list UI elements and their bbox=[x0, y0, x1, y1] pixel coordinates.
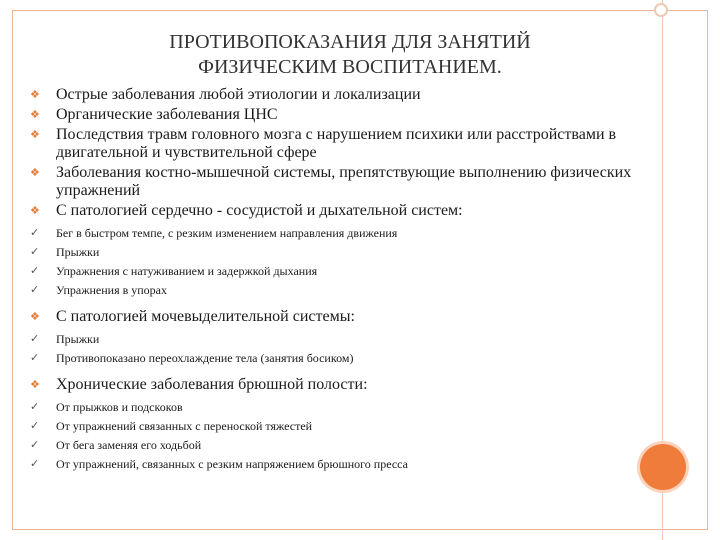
sub-list-item bbox=[26, 332, 646, 347]
contraindications-list bbox=[26, 86, 646, 476]
slide-title-line-1: ПРОТИВОПОКАЗАНИЯ ДЛЯ ЗАНЯТИЙ bbox=[169, 31, 531, 53]
sub-list-item bbox=[26, 283, 646, 298]
sub-list-item bbox=[26, 264, 646, 279]
checkmark-icon: ✓ bbox=[30, 401, 40, 413]
list-item-text: От прыжков и подскоков bbox=[56, 400, 183, 414]
list-item-text: От упражнений, связанных с резким напряжением брюшного пресса bbox=[56, 457, 408, 471]
list-item-text: Органические заболевания ЦНС bbox=[56, 106, 278, 123]
list-item bbox=[26, 86, 646, 104]
diamond-bullet-icon: ❖ bbox=[30, 129, 40, 141]
checkmark-icon: ✓ bbox=[30, 420, 40, 432]
diamond-bullet-icon: ❖ bbox=[30, 89, 40, 101]
list-item bbox=[26, 106, 646, 124]
list-item-text: Заболевания костно-мышечной системы, препятствующие выполнению физических упражнений bbox=[56, 164, 632, 199]
diamond-bullet-icon: ❖ bbox=[30, 109, 40, 121]
checkmark-icon: ✓ bbox=[30, 352, 40, 364]
decorative-orange-circle bbox=[640, 444, 686, 490]
sub-list-item bbox=[26, 457, 646, 472]
list-item-text: Упражнения с натуживанием и задержкой дыхания bbox=[56, 264, 318, 278]
list-item bbox=[26, 164, 646, 200]
list-item bbox=[26, 202, 646, 220]
list-item bbox=[26, 308, 646, 326]
sub-list-item bbox=[26, 351, 646, 366]
list-item bbox=[26, 126, 646, 162]
sub-list-item bbox=[26, 245, 646, 260]
list-item-text: С патологией сердечно - сосудистой и дыхательной систем: bbox=[56, 202, 463, 219]
slide-title bbox=[30, 30, 670, 80]
checkmark-icon: ✓ bbox=[30, 458, 40, 470]
list-item-text: Прыжки bbox=[56, 332, 100, 346]
diamond-bullet-icon: ❖ bbox=[30, 379, 40, 391]
list-item-text: От бега заменяя его ходьбой bbox=[56, 438, 202, 452]
checkmark-icon: ✓ bbox=[30, 284, 40, 296]
diamond-bullet-icon: ❖ bbox=[30, 205, 40, 217]
list-item-text: Бег в быстром темпе, с резким изменением направления движения bbox=[56, 226, 398, 240]
list-item-text: Прыжки bbox=[56, 245, 100, 259]
sub-list-item bbox=[26, 400, 646, 415]
list-item-text: Острые заболевания любой этиологии и локализации bbox=[56, 86, 421, 103]
slide-title-line-2: ФИЗИЧЕСКИМ ВОСПИТАНИЕМ. bbox=[198, 56, 502, 78]
checkmark-icon: ✓ bbox=[30, 333, 40, 345]
list-item-text: Последствия травм головного мозга с нарушением психики или расстройствами в двигательной и чувствительной сфере bbox=[56, 126, 617, 161]
decorative-dot bbox=[654, 3, 668, 17]
checkmark-icon: ✓ bbox=[30, 439, 40, 451]
diamond-bullet-icon: ❖ bbox=[30, 167, 40, 179]
list-item-text: Хронические заболевания брюшной полости: bbox=[56, 376, 368, 393]
list-item-text: От упражнений связанных с переноской тяжестей bbox=[56, 419, 313, 433]
list-item-text: С патологией мочевыделительной системы: bbox=[56, 308, 355, 325]
list-item-text: Противопоказано переохлаждение тела (занятия босиком) bbox=[56, 351, 354, 365]
sub-list-item bbox=[26, 419, 646, 434]
checkmark-icon: ✓ bbox=[30, 246, 40, 258]
sub-list-item bbox=[26, 438, 646, 453]
diamond-bullet-icon: ❖ bbox=[30, 311, 40, 323]
checkmark-icon: ✓ bbox=[30, 265, 40, 277]
checkmark-icon: ✓ bbox=[30, 227, 40, 239]
list-item-text: Упражнения в упорах bbox=[56, 283, 168, 297]
list-item bbox=[26, 376, 646, 394]
sub-list-item bbox=[26, 226, 646, 241]
